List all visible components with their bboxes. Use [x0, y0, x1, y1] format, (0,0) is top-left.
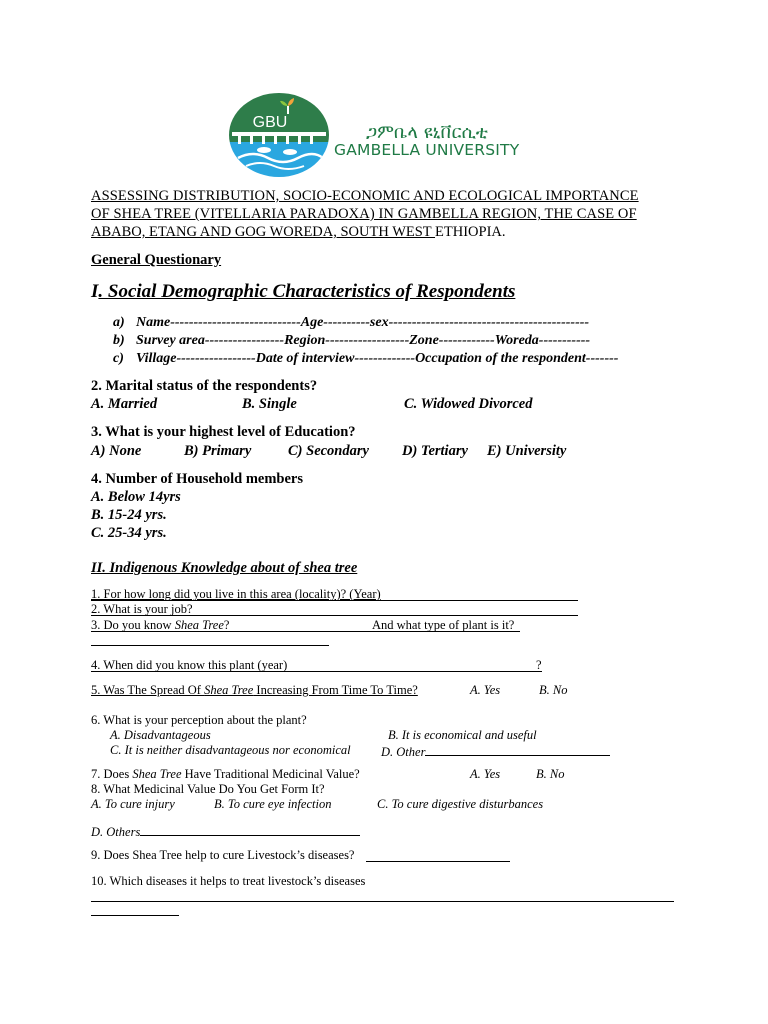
s2-q7-option-b[interactable]: B. No: [536, 767, 565, 781]
s2-q8-option-c[interactable]: C. To cure digestive disturbances: [377, 797, 544, 811]
section-1-item-a: [113, 315, 589, 331]
item-a-text: Name----------------------------Age----------sex-------------------------------------------: [136, 315, 590, 330]
q4-text: 4. Number of Household members: [91, 471, 303, 487]
q3-option-d[interactable]: D) Tertiary: [402, 443, 468, 459]
s2-q8-text: 8. What Medicinal Value Do You Get Form It?: [91, 782, 325, 796]
q3-option-e[interactable]: E) University: [487, 443, 567, 459]
s2-q10-text: 10. Which diseases it helps to treat livestock’s diseases: [91, 874, 366, 888]
section-1-item-c: [113, 351, 618, 367]
item-a-label: a): [113, 315, 125, 330]
q2-option-b[interactable]: B. Single: [242, 396, 297, 412]
s2-q5: [91, 683, 418, 698]
uni-name-amharic: ጋምቤላ ዩኒቨርሲቲ: [366, 122, 488, 143]
s2-q5-option-a[interactable]: A. Yes: [470, 683, 501, 697]
item-c-text: Village-----------------Date of interview-------------Occupation of the respondent-------: [136, 351, 619, 366]
logo: [228, 92, 330, 178]
item-c-label: c): [113, 351, 124, 366]
s2-q4-end: ?: [536, 658, 542, 672]
q3-option-b[interactable]: B) Primary: [184, 443, 252, 459]
s2-q10-answer-line-2[interactable]: [91, 915, 179, 916]
s2-q5-italic: Shea Tree: [204, 683, 254, 697]
section-1-roman: I: [91, 281, 99, 302]
s2-q6-other-line[interactable]: [425, 743, 610, 756]
s2-q8-option-d[interactable]: [91, 823, 360, 840]
s2-q6-option-a[interactable]: A. Disadvantageous: [110, 728, 211, 742]
item-b-label: b): [113, 333, 125, 348]
s2-q5-pre: 5. Was The Spread Of: [91, 683, 205, 697]
s2-q6-option-c[interactable]: C. It is neither disadvantageous nor economical: [110, 743, 351, 757]
section-1-item-b: [113, 333, 590, 349]
s2-q4-answer-line[interactable]: [91, 671, 542, 672]
s2-q8-option-d-label: D. Others: [91, 825, 141, 839]
s2-q2-text: 2. What is your job?: [91, 602, 193, 616]
section-2-heading: II. Indigenous Knowledge about of shea tree: [91, 560, 358, 576]
s2-q2-answer-line[interactable]: [91, 615, 578, 616]
s2-q9-answer-line[interactable]: [366, 861, 510, 862]
doc-title-line-1: ASSESSING DISTRIBUTION, SOCIO-ECONOMIC AND ECOLOGICAL IMPORTANCE: [91, 188, 639, 204]
s2-q1-text: 1. For how long did you live in this area (locality)? (Year): [91, 587, 381, 601]
s2-q7-pre: 7. Does: [91, 767, 133, 781]
section-1-heading: [91, 281, 515, 303]
q2-option-c[interactable]: C. Widowed Divorced: [404, 396, 533, 412]
general-heading: General Questionary: [91, 252, 222, 268]
q4-option-a[interactable]: A. Below 14yrs: [91, 489, 181, 505]
s2-q3-italic: Shea Tree: [174, 618, 224, 632]
s2-q3-answer-line[interactable]: [91, 645, 329, 646]
q3-option-a[interactable]: A) None: [91, 443, 142, 459]
doc-title-line-3-underlined: ABABO, ETANG AND GOG WOREDA, SOUTH WEST: [91, 224, 436, 240]
s2-q7-post: Have Traditional Medicinal Value?: [181, 767, 360, 781]
s2-q3-post: ?: [223, 618, 230, 632]
s2-q6-option-d-label: D. Other: [381, 745, 426, 759]
s2-q8-option-a[interactable]: A. To cure injury: [91, 797, 175, 811]
q2-text: 2. Marital status of the respondents?: [91, 378, 318, 394]
s2-q7-italic: Shea Tree: [132, 767, 182, 781]
s2-q8-others-line[interactable]: [140, 823, 360, 836]
q3-text: 3. What is your highest level of Education?: [91, 424, 356, 440]
s2-q9-text: 9. Does Shea Tree help to cure Livestock’s diseases?: [91, 848, 355, 862]
s2-q6-text: 6. What is your perception about the plant?: [91, 713, 307, 727]
s2-q6-option-b[interactable]: B. It is economical and useful: [388, 728, 537, 742]
section-1-title: . Social Demographic Characteristics of Respondents: [98, 281, 516, 302]
doc-title-line-3-plain: ETHIOPIA.: [435, 224, 506, 240]
s2-q1-answer-line[interactable]: [91, 600, 578, 601]
s2-q4-text: 4. When did you know this plant (year): [91, 658, 288, 672]
s2-q9: [91, 848, 354, 863]
gbu-logo-emblem: [228, 92, 330, 178]
q4-option-b[interactable]: B. 15-24 yrs.: [91, 507, 167, 523]
doc-title-line-3: [91, 224, 506, 241]
s2-q5-option-b[interactable]: B. No: [539, 683, 568, 697]
logo-badge-text: GBU: [252, 114, 288, 131]
q3-option-c[interactable]: C) Secondary: [288, 443, 369, 459]
s2-q6-option-d[interactable]: [381, 743, 610, 760]
s2-q8-option-b[interactable]: B. To cure eye infection: [214, 797, 332, 811]
s2-q3-pre: 3. Do you know: [91, 618, 175, 632]
s2-q10-answer-line-1[interactable]: [91, 901, 674, 902]
s2-q7-option-a[interactable]: A. Yes: [470, 767, 501, 781]
s2-q5-post: Increasing From Time To Time?: [253, 683, 418, 697]
item-b-text: Survey area-----------------Region------------------Zone------------Woreda-----------: [136, 333, 591, 348]
s2-q3-and: And what type of plant is it?: [372, 618, 515, 632]
q4-option-c[interactable]: C. 25-34 yrs.: [91, 525, 167, 541]
doc-title-line-2: OF SHEA TREE (VITELLARIA PARADOXA) IN GAMBELLA REGION, THE CASE OF: [91, 206, 637, 222]
q2-option-a[interactable]: A. Married: [91, 396, 158, 412]
s2-q7: [91, 767, 360, 782]
uni-name-english: GAMBELLA UNIVERSITY: [334, 141, 520, 159]
